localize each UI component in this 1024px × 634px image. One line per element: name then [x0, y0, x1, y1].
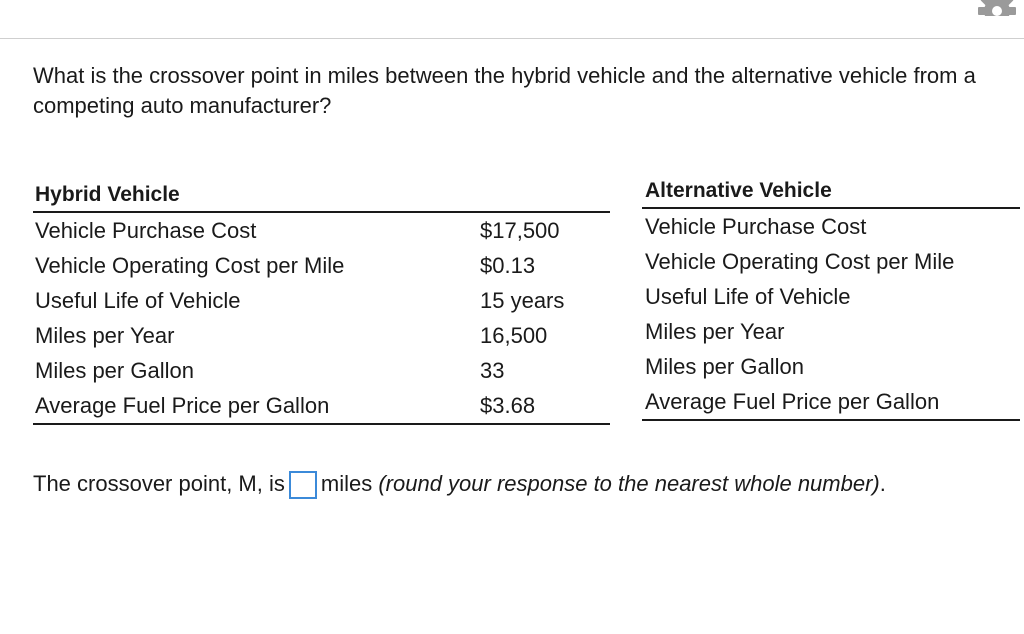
- row-label: Miles per Gallon: [645, 354, 804, 379]
- row-value: $17,500: [480, 218, 560, 243]
- row-value: $0.13: [480, 253, 536, 278]
- header-divider: [0, 38, 1024, 39]
- rounding-instruction: (round your response to the nearest whole number): [378, 471, 880, 496]
- table-row: [642, 279, 1020, 314]
- hybrid-table-body: [33, 213, 610, 425]
- table-row: [33, 283, 610, 318]
- answer-end: .: [879, 471, 886, 496]
- table-row: [642, 314, 1020, 349]
- row-label: Vehicle Operating Cost per Mile: [645, 249, 955, 274]
- row-value: 16,500: [480, 323, 548, 348]
- table-row: [33, 388, 610, 423]
- table-row: [642, 244, 1020, 279]
- table-row: [642, 209, 1020, 244]
- table-row: [642, 349, 1020, 384]
- table-row: [33, 353, 610, 388]
- alternative-table-title: Alternative Vehicle: [642, 179, 1020, 209]
- table-row: [33, 318, 610, 353]
- table-row: [642, 384, 1020, 419]
- gear-icon[interactable]: [976, 0, 1018, 16]
- row-label: Vehicle Purchase Cost: [35, 218, 257, 243]
- row-value: 33: [480, 358, 505, 383]
- row-label: Average Fuel Price per Gallon: [645, 389, 940, 414]
- answer-prompt: [33, 466, 993, 502]
- row-label: Miles per Gallon: [35, 358, 194, 383]
- alternative-vehicle-table: [642, 179, 1020, 421]
- hybrid-vehicle-table: [33, 183, 610, 425]
- row-label: Vehicle Purchase Cost: [645, 214, 867, 239]
- row-label: Miles per Year: [645, 319, 785, 344]
- row-label: Useful Life of Vehicle: [645, 284, 851, 309]
- question-text: What is the crossover point in miles between the hybrid vehicle and the alternative vehicle from a competing auto manufacturer?: [33, 63, 976, 118]
- crossover-answer-input[interactable]: [289, 471, 317, 499]
- table-row: [33, 248, 610, 283]
- hybrid-table-title: Hybrid Vehicle: [33, 183, 610, 213]
- row-label: Miles per Year: [35, 323, 175, 348]
- row-label: Vehicle Operating Cost per Mile: [35, 253, 345, 278]
- row-label: Average Fuel Price per Gallon: [35, 393, 330, 418]
- row-value: 15 years: [480, 288, 565, 313]
- alternative-table-body: [642, 209, 1020, 421]
- row-value: $3.68: [480, 393, 536, 418]
- answer-prefix: The crossover point, M, is: [33, 471, 285, 496]
- table-row: [33, 213, 610, 248]
- answer-suffix: miles: [320, 471, 373, 496]
- row-label: Useful Life of Vehicle: [35, 288, 241, 313]
